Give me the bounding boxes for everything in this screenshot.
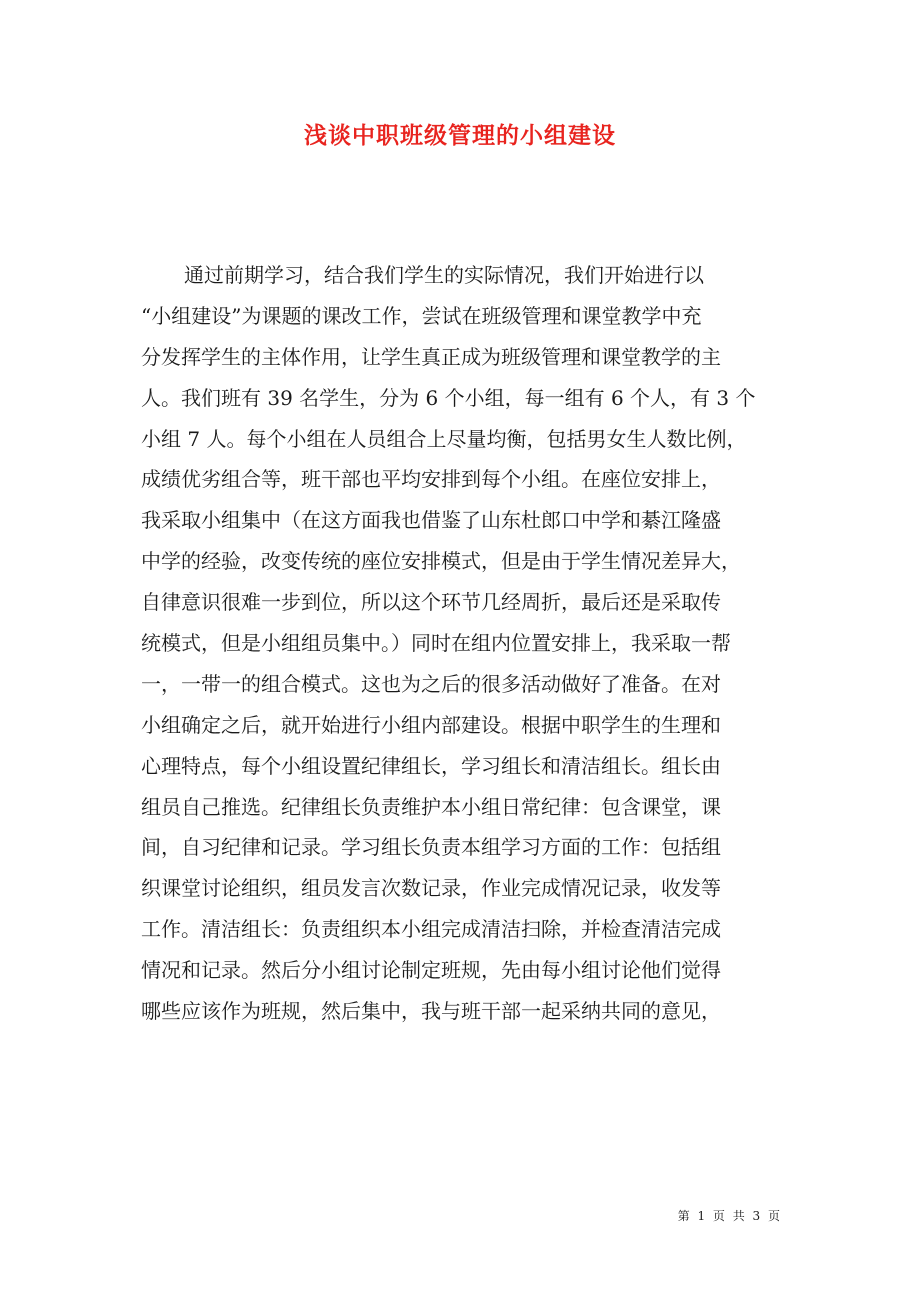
body-line: 中学的经验，改变传统的座位安排模式，但是由于学生情况差异大，: [141, 549, 741, 574]
body-line: 情况和记录。然后分小组讨论制定班规，先由每小组讨论他们觉得: [141, 958, 721, 983]
body-line: “小组建设”为课题的课改工作，尝试在班级管理和课堂教学中充: [141, 303, 702, 328]
body-line: 小组 7 人。每个小组在人员组合上尽量均衡，包括男女生人数比例，: [141, 426, 747, 451]
body-line: 自律意识很难一步到位，所以这个环节几经周折，最后还是采取传: [141, 590, 721, 615]
body-line: 组员自己推选。纪律组长负责维护本小组日常纪律：包含课堂，课: [141, 794, 721, 819]
body-line: 织课堂讨论组织，组员发言次数记录，作业完成情况记录，收发等: [141, 876, 721, 901]
body-line: 我采取小组集中（在这方面我也借鉴了山东杜郎口中学和綦江隆盛: [141, 508, 721, 533]
page-number-footer: 第 1 页 共 3 页: [677, 1209, 780, 1223]
body-line: 哪些应该作为班规，然后集中，我与班干部一起采纳共同的意见，: [141, 999, 721, 1024]
body-line: 小组确定之后，就开始进行小组内部建设。根据中职学生的生理和: [141, 712, 721, 737]
body-line: 人。我们班有 39 名学生，分为 6 个小组，每一组有 6 个人，有 3 个: [141, 385, 756, 410]
document-title: 浅谈中职班级管理的小组建设: [304, 122, 616, 149]
body-line: 工作。清洁组长：负责组织本小组完成清洁扫除，并检查清洁完成: [141, 917, 721, 942]
body-line: 成绩优劣组合等，班干部也平均安排到每个小组。在座位安排上，: [141, 467, 721, 492]
body-line: 统模式，但是小组组员集中。）同时在组内位置安排上，我采取一帮: [141, 631, 731, 656]
body-line: 通过前期学习，结合我们学生的实际情况，我们开始进行以: [184, 263, 704, 287]
body-line: 分发挥学生的主体作用，让学生真正成为班级管理和课堂教学的主: [141, 344, 721, 369]
document-body: [141, 255, 781, 1032]
body-line: 一，一带一的组合模式。这也为之后的很多活动做好了准备。在对: [141, 671, 721, 696]
body-line: 心理特点，每个小组设置纪律组长，学习组长和清洁组长。组长由: [141, 753, 721, 778]
body-line: 间，自习纪律和记录。学习组长负责本组学习方面的工作：包括组: [141, 835, 721, 860]
